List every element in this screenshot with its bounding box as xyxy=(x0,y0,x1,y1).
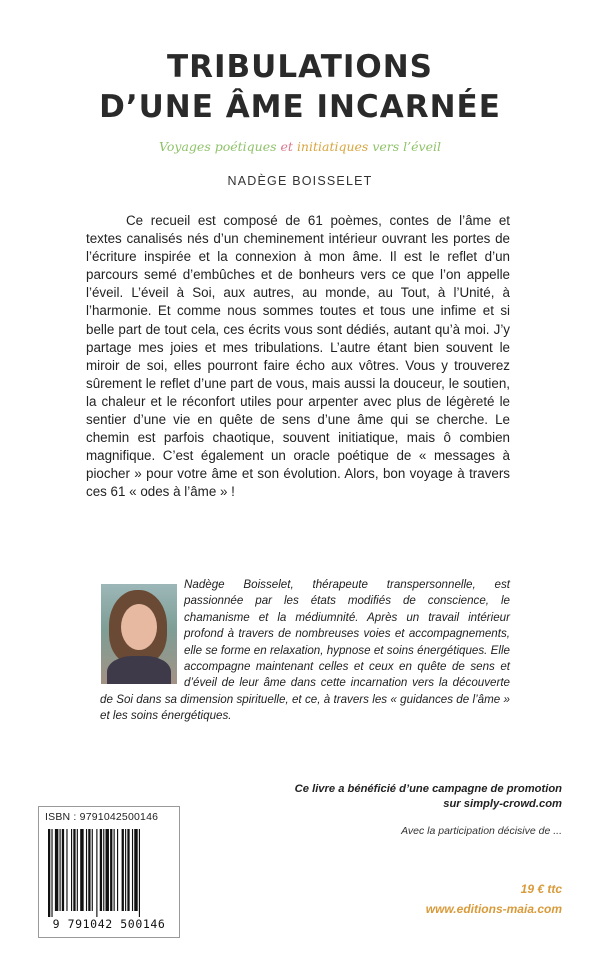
isbn-label: ISBN : 9791042500146 xyxy=(45,811,159,823)
price: 19 € ttc xyxy=(520,882,562,896)
author-name: NADÈGE BOISSELET xyxy=(227,174,373,188)
promo-line-1: Ce livre a bénéficié d’une campagne de promotion xyxy=(294,783,562,795)
book-title-line-1: TRIBULATIONS xyxy=(167,49,433,85)
promo-line-2: sur simply-crowd.com xyxy=(443,798,562,810)
author-bio xyxy=(100,577,510,725)
barcode xyxy=(45,829,173,917)
book-subtitle xyxy=(0,139,600,154)
participation-note: Avec la participation décisive de ... xyxy=(401,825,562,837)
subtitle-part-3: initiatiques xyxy=(296,139,369,154)
publisher-website[interactable]: www.editions-maia.com xyxy=(425,902,562,916)
isbn-barcode-box xyxy=(38,806,180,938)
book-summary: Ce recueil est composé de 61 poèmes, contes de l’âme et textes canalisés nés d’un cheminement intérieur ouvrant les portes de l’écriture inspirée et la connexion à mon âme. Il est le reflet d’un parcours semé d’embûches et de bonheurs vers ce que l’on appelle l’éveil. L’éveil à Soi, aux autres, au monde, au Tout, à l’Unité, à l’harmonie. Et comme nous sommes toutes et tous une infime et si belle part de tout cela, ces écrits vous sont dédiés, autant qu’à moi. J’y partage mes joies et mes tribulations. L’autre étant bien souvent le miroir de soi, elles pourront faire écho aux vôtres. Vous y trouverez sûrement le reflet d’une part de vous, mais aussi la douceur, le soutien, la chaleur et le réconfort utiles pour arpenter avec plus de légèreté le sentier d’une vie en quête de sens d’une âme qui se cherche. Le chemin est parfois chaotique, souvent initiatique, mais ô combien magnifique. C’est également un oracle poétique de « messages à piocher » pour votre âme et son évolution. Alors, bon voyage à travers ces 61 « odes à l’âme » ! xyxy=(86,213,510,500)
author-bio-text: Nadège Boisselet, thérapeute transpersonnelle, est passionnée par les états modifiés de conscience, le chamanisme et la médiumnité. Après un travail intérieur profond à travers de nombreuses voies et accompagnements, elle se forme en relaxation, hypnose et soins énergétiques. Elle accompagne maintenant celles et ceux en quête de sens et d’éveil de leur âme dans cette incarnation vers la découverte de Soi dans sa dimension spirituelle, et ce, à travers les « guidances de l’âme » et les soins énergétiques. xyxy=(100,578,510,723)
book-title-line-2: D’UNE ÂME INCARNÉE xyxy=(99,89,501,125)
subtitle-part-1: Voyages poétiques xyxy=(159,139,277,154)
barcode-digits: 9 791042 500146 xyxy=(52,917,166,931)
subtitle-part-4: vers l’éveil xyxy=(372,139,441,154)
promo-notice xyxy=(280,782,562,812)
subtitle-part-2: et xyxy=(280,139,293,154)
